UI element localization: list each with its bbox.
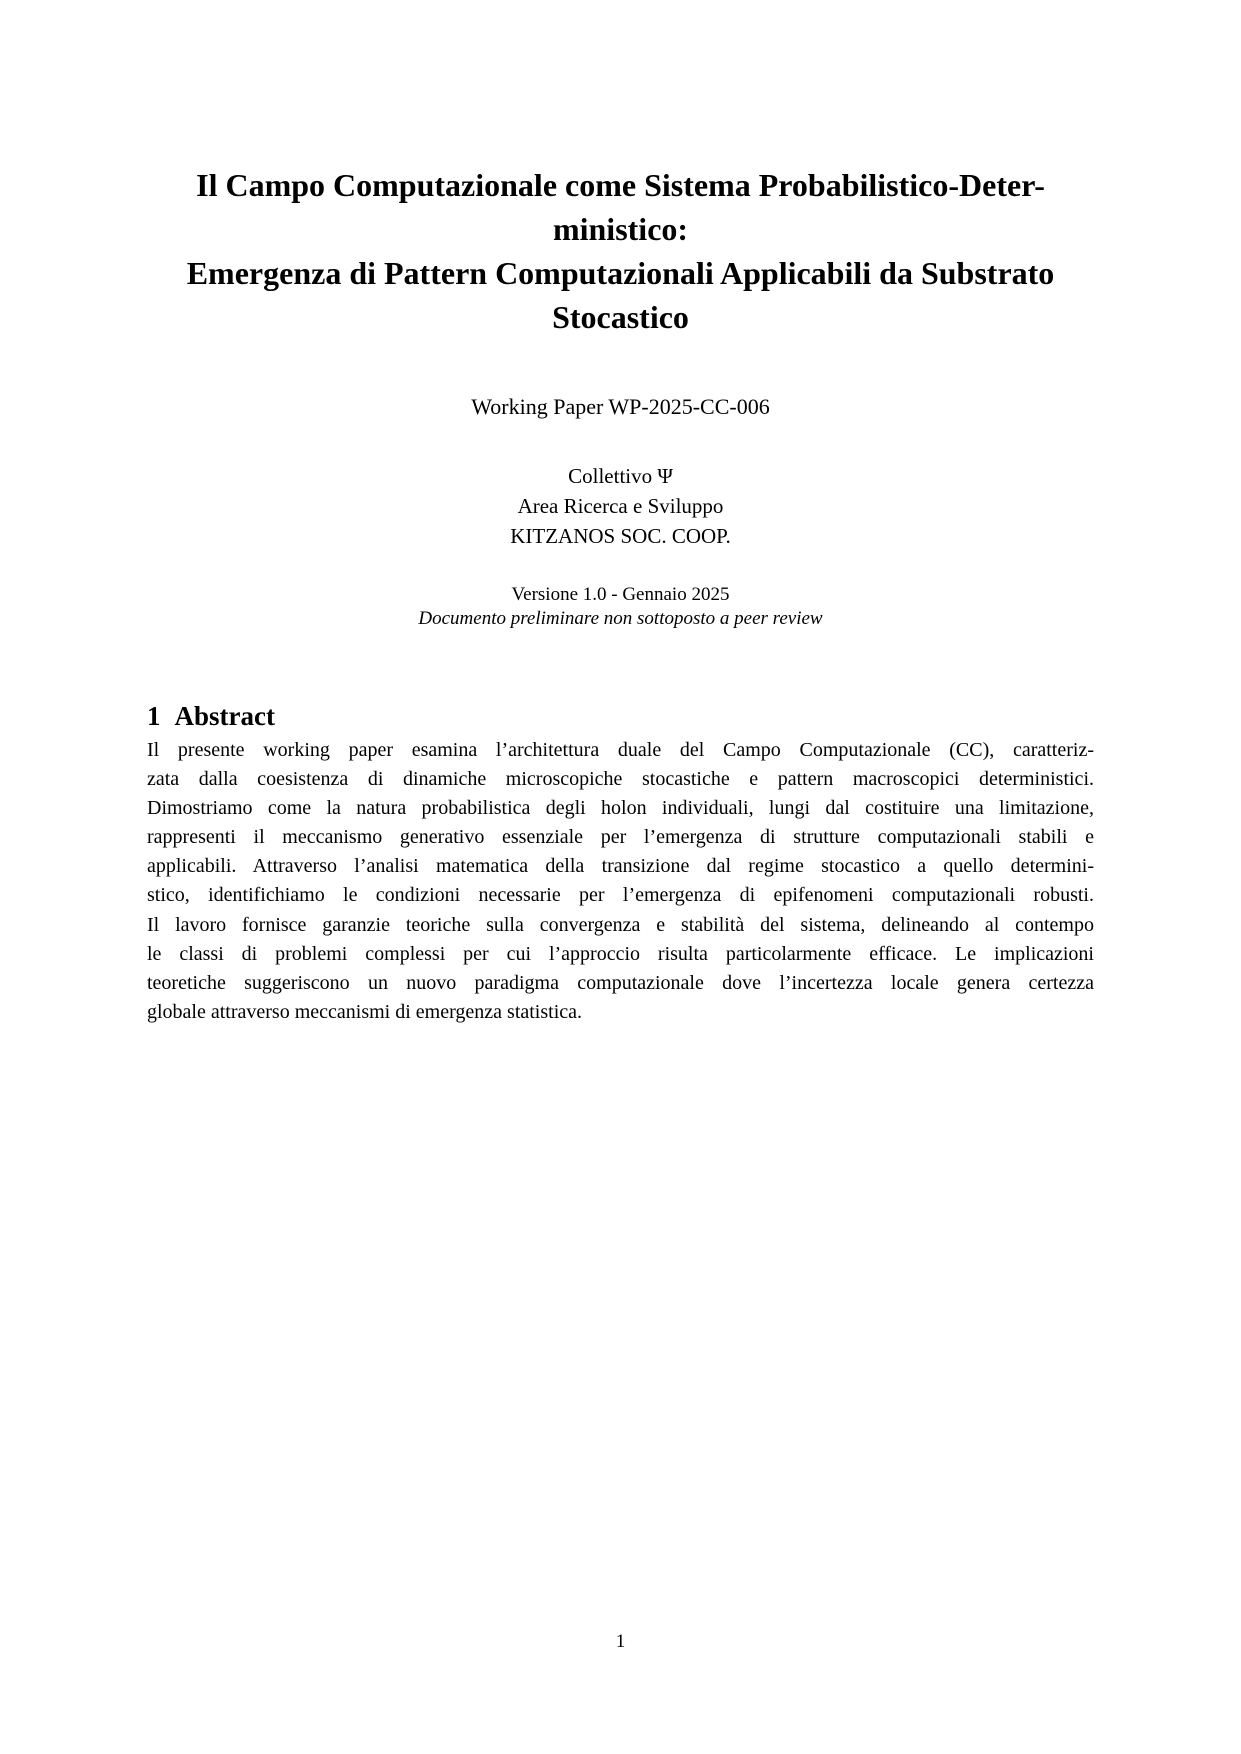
working-paper-id: Working Paper WP-2025-CC-006 bbox=[471, 394, 770, 419]
abstract-line: Dimostriamo come la natura probabilistica degli holon individuali, lungi dal costituire una limitazione, bbox=[147, 797, 1094, 820]
page-content bbox=[147, 163, 1094, 1027]
author-department: Area Ricerca e Sviluppo bbox=[517, 494, 724, 518]
page-number: 1 bbox=[615, 1631, 626, 1652]
author-organization: KITZANOS SOC. COOP. bbox=[510, 524, 731, 548]
author-block bbox=[147, 461, 1094, 551]
paper-title-line-4: Stocastico bbox=[552, 299, 689, 335]
paper-title bbox=[147, 163, 1094, 339]
abstract-line: globale attraverso meccanismi di emergenza statistica. bbox=[147, 1000, 583, 1023]
abstract-line: zata dalla coesistenza di dinamiche microscopiche stocastiche e pattern macroscopici deterministici. bbox=[147, 768, 1094, 791]
abstract-heading-number: 1 bbox=[147, 701, 161, 731]
abstract-line: Il lavoro fornisce garanzie teoriche sulla convergenza e stabilità del sistema, delineando al contempo bbox=[147, 913, 1094, 936]
paper-title-line-1: Il Campo Computazionale come Sistema Probabilistico-Deter- bbox=[196, 167, 1045, 203]
abstract-line: applicabili. Attraverso l’analisi matematica della transizione dal regime stocastico a quello determini- bbox=[147, 855, 1094, 878]
abstract-line: teoretiche suggeriscono un nuovo paradigma computazionale dove l’incertezza locale genera certezza bbox=[147, 971, 1094, 994]
abstract-heading bbox=[147, 699, 1094, 733]
abstract-paragraph bbox=[147, 736, 1094, 1027]
version-line: Versione 1.0 - Gennaio 2025 bbox=[511, 584, 730, 605]
abstract-heading-text: Abstract bbox=[174, 701, 275, 731]
paper-title-line-2: ministico: bbox=[552, 211, 689, 247]
abstract-line: le classi di problemi complessi per cui l’approccio risulta particolarmente efficace. Le implicazioni bbox=[147, 942, 1094, 965]
abstract-line: stico, identifichiamo le condizioni necessarie per l’emergenza di epifenomeni computazionali robusti. bbox=[147, 884, 1094, 907]
author-name: Collettivo Ψ bbox=[568, 464, 673, 488]
paper-title-line-3: Emergenza di Pattern Computazionali Applicabili da Substrato bbox=[186, 255, 1055, 291]
abstract-line: Il presente working paper esamina l’architettura duale del Campo Computazionale (CC), caratteriz- bbox=[147, 739, 1094, 761]
preliminary-note: Documento preliminare non sottoposto a peer review bbox=[418, 608, 823, 629]
abstract-line: rappresenti il meccanismo generativo essenziale per l’emergenza di strutture computazionali stabili e bbox=[147, 826, 1094, 849]
